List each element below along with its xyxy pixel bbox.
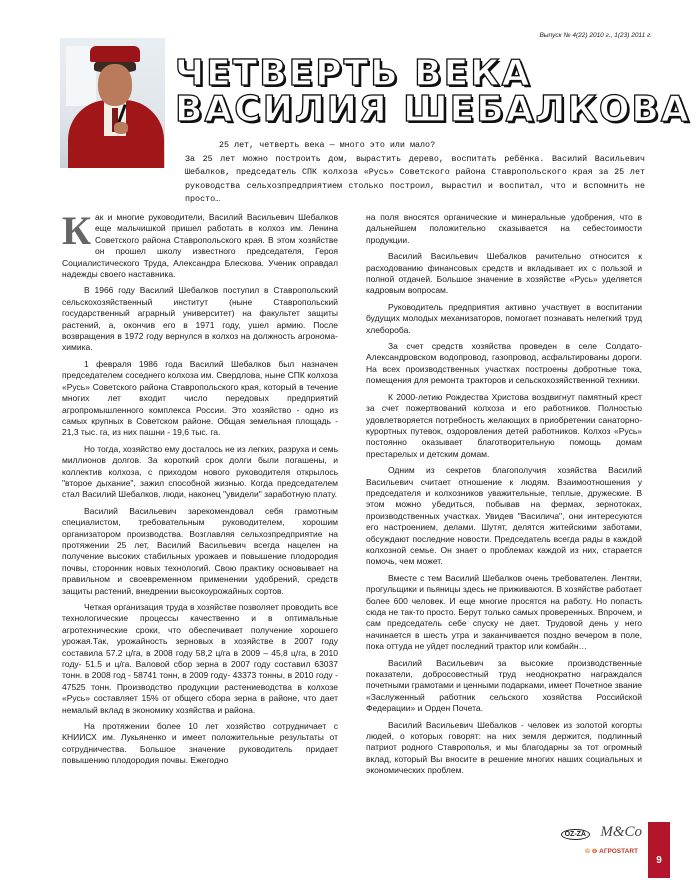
agrostart-logo: © ⊖ АГРОSTART bbox=[585, 848, 638, 855]
paragraph: Василий Васильевич за высокие производственные показатели, добросовестный труд неоднократно награждался почетными грамотами и ценными подарками, имеет Почетное звание «Заслуженный работник сельского хозяйства Российской Федерации» и Орден Почета. bbox=[366, 657, 642, 714]
paragraph: Василий Васильевич зарекомендовал себя грамотным специалистом, требовательным руководителем, хорошим организатором производства. Возглавляя сельхозпредприятие на протяжении 25 лет, Василий Васильевич всегда нацелен на получение высоких стабильных урожаев и повышение плодородия почвы, сторонник новых технологий. Свою практику основывает на правильном и своевременном применении удобрений, средств защиты растений, внедрении высокоурожайных сортов. bbox=[62, 505, 338, 596]
issue-info: Выпуск № 4(22) 2010 г., 1(23) 2011 г. bbox=[539, 32, 652, 39]
title-line-1: ЧЕТВЕРТЬ ВЕКА bbox=[175, 53, 532, 94]
paragraph: Но тогда, хозяйство ему досталось не из легких, разруха и семь миллионов долгов. За короткий срок долги были погашены, и коллектив колхоза, с приходом нового руководителя открылось "второе дыхание", зажил способной жизнью. Когда председателем стал Василий Шебалков, люди, наконец "увидели" заработную плату. bbox=[62, 443, 338, 500]
mco-logo: M&Co bbox=[600, 824, 642, 840]
left-column bbox=[62, 208, 338, 767]
title-line-2: ВАСИЛИЯ ШЕБАЛКОВА bbox=[175, 89, 691, 130]
portrait-photo bbox=[60, 38, 165, 168]
article-title bbox=[175, 53, 691, 130]
paragraph: Как и многие руководители, Василий Васильевич Шебалков еще мальчишкой пришел работать в колхоз им. Ленина Советского района Ставропольского края. В этом хозяйстве он прошел школу известного председателя, Героя Социалистического Труда, Александра Блескова. Ученик оправдал надежды своего наставника. bbox=[62, 208, 338, 280]
paragraph: К 2000-летию Рождества Христова воздвигнут памятный крест за счет пожертвований колхоза и его работников. Полностью удовлетворяется потребность желающих в приобретении санаторно-курортных путевок, оздоровления детей работников. Колхоз «Русь» постоянно оказывает благотворительную помощь домам престарелых и детским домам. bbox=[366, 391, 642, 459]
paragraph: Василий Васильевич Шебалков рачительно относится к расходованию финансовых средств и вкладывает их с пользой и полной отдачей. Большое значение в хозяйстве «Русь» уделяется кадровым вопросам. bbox=[366, 251, 642, 296]
paragraph: На протяжении более 10 лет хозяйство сотрудничает с КНИИСХ им. Лукьяненко и имеет положительные результаты от сотрудничества. Большое значение руководитель придает повышению плодородия почвы. Ежегодно bbox=[62, 721, 338, 766]
ozza-logo: OZ-ZA bbox=[561, 829, 590, 840]
paragraph: В 1966 году Василий Шебалков поступил в Ставропольский сельскохозяйственный институт (ныне Ставропольский государственный аграрный университет) на факультет защиты растений, а, окончив его в 1971 году, ушел армию. После возвращения в 1972 году вернулся в колхоз на должность агронома-химика. bbox=[62, 285, 338, 353]
paragraph: 1 февраля 1986 года Василий Шебалков был назначен председателем соседнего колхоза им. Свердлова, ныне СПК колхоза «Русь» Советского района Ставропольского края, который в течение многих лет входит число передовых предприятий агропромышленного комплекса России. Это хозяйство - одно из самых крупных в Советском районе. Общая земельная площадь - 21,3 тыс. га, из них пашни - 19,6 тыс. га. bbox=[62, 358, 338, 438]
lead-text: За 25 лет можно построить дом, вырастить дерево, воспитать ребёнка. Василий Васильевич Шебалков, председатель СПК колхоза «Русь» Советского района Ставропольского края за 25 лет руководства сельхозпредприятием столько построил, вырастил и воспитал, что и вспомнить не просто… bbox=[185, 153, 645, 205]
right-column bbox=[366, 212, 642, 777]
lead-first-line: 25 лет, четверть века — много это или мало? bbox=[219, 140, 436, 150]
paragraph: Руководитель предприятия активно участвует в воспитании будущих молодых механизаторов, помогает познавать нелегкий труд хлебороба. bbox=[366, 301, 642, 335]
drop-cap: К bbox=[62, 208, 92, 253]
paragraph: Четкая организация труда в хозяйстве позволяет проводить все технологические процессы качественно и в оптимальные агротехнические сроки, что обеспечивает получение хорошего урожая.Так, урожайность зерновых в хозяйстве в 2007 году составила 57.2 ц/га, в 2008 году 58,2 ц/га в 2009 – 45,8 ц/га, в 2010 году- 51.5 и ц/га. Валовой сбор зерна в 2007 году составил 63037 тонн. в 2008 год - 58741 тонн, в 2009 году- 43373 тонны, в 2010 году - 47525 тонн. Производство продукции растениеводства в колхозе «Русь» составляет 15% от общего сбора зерна в районе, что дает немалый вклад в экономику хозяйства и района. bbox=[62, 602, 338, 715]
paragraph: Вместе с тем Василий Шебалков очень требователен. Лентяи, прогульщики и пьяницы здесь не приживаются. В хозяйстве работает более 600 человек. И еще многие просятся на работу. Но попасть сюда не так-то просто. Берут только самых проверенных. Впрочем, и сам председатель себе спуску не дает. Трудовой день у него начинается в шесть утра и заканчивается поздно вечером в поле, пока оттуда не уйдет последний трактор или комбайн… bbox=[366, 572, 642, 652]
paragraph: на поля вносятся органические и минеральные удобрения, что в дальнейшем положительно сказывается на себестоимости продукции. bbox=[366, 212, 642, 245]
page-number-box bbox=[648, 822, 670, 878]
paragraph: Одним из секретов благополучия хозяйства Василий Васильевич считает отношение к людям. Взаимоотношения у председателя и колхозников уважительные, теплые, дружеские. В этом можно убедиться, побывав на фермах, зернотоках, производственных участках. Увидев "Василича", они интересуются его настроением, делами. Шутят, делятся житейскими заботами, обсуждают последние новости. Председатель всегда рады в каждой колхозной семье. Он знает о проблемах каждой из них, старается помочь, чем может. bbox=[366, 465, 642, 567]
lead-paragraph bbox=[185, 139, 645, 207]
paragraph: За счет средств хозяйства проведен в селе Солдато-Александровском водопровод, газопровод, асфальтированы дороги. На всех производственных участках построены добротные тока, помещения для ремонта тракторов и сельскохозяйственной техники. bbox=[366, 341, 642, 386]
paragraph: Василий Васильевич Шебалков - человек из золотой когорты людей, о которых говорят: на них земля держится, подлинный патриот родного Ставрополья, и мы благодарны за тот огромный вклад, который Вы вносите в решение многих наших социальных и экономических проблем. bbox=[366, 719, 642, 776]
page-number: 9 bbox=[656, 855, 662, 866]
